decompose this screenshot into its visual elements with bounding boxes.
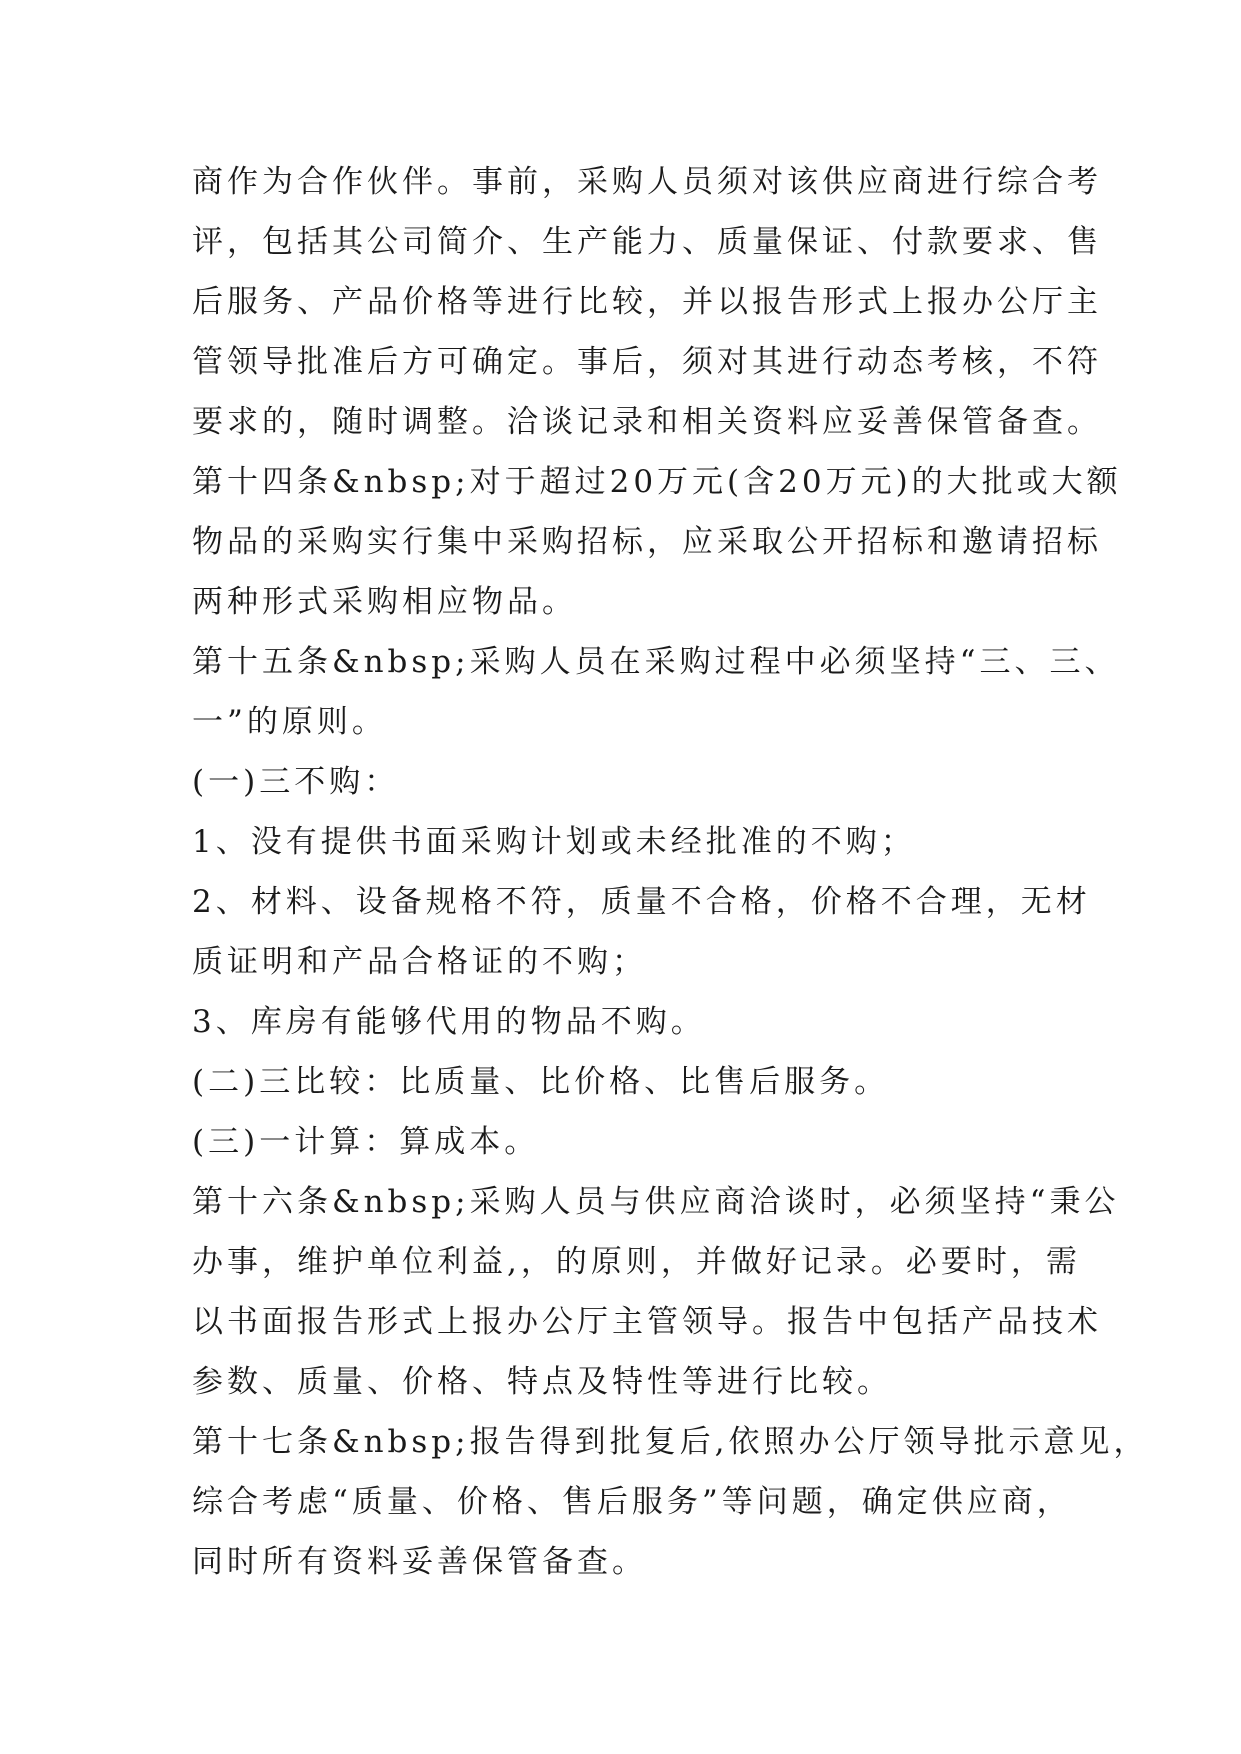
text-line: 同时所有资料妥善保管备查。 — [192, 1544, 647, 1580]
text-line: 一”的原则。 — [192, 704, 387, 740]
article-15-heading-line: 第十五条&nbsp;采购人员在采购过程中必须坚持“三、三、 — [192, 644, 1120, 680]
text-line: 评，包括其公司简介、生产能力、质量保证、付款要求、售 — [192, 224, 1102, 260]
subsection-heading: (二)三比较：比质量、比价格、比售后服务。 — [192, 1064, 890, 1100]
subsection-heading: (一)三不购： — [192, 764, 400, 800]
text-line: 办事，维护单位利益,，的原则，并做好记录。必要时，需 — [192, 1244, 1081, 1280]
document-body — [192, 152, 1149, 1592]
article-14-heading-line: 第十四条&nbsp;对于超过20万元(含20万元)的大批或大额 — [192, 464, 1122, 500]
subsection-heading: (三)一计算：算成本。 — [192, 1124, 540, 1160]
text-line: 以书面报告形式上报办公厅主管领导。报告中包括产品技术 — [192, 1304, 1102, 1340]
text-line: 后服务、产品价格等进行比较，并以报告形式上报办公厅主 — [192, 284, 1102, 320]
list-item: 3、库房有能够代用的物品不购。 — [192, 1004, 706, 1040]
text-line: 两种形式采购相应物品。 — [192, 584, 577, 620]
text-line: 要求的，随时调整。洽谈记录和相关资料应妥善保管备查。 — [192, 404, 1102, 440]
text-line: 质证明和产品合格证的不购； — [192, 944, 647, 980]
list-item: 2、材料、设备规格不符，质量不合格，价格不合理，无材 — [192, 884, 1091, 920]
text-line: 管领导批准后方可确定。事后，须对其进行动态考核，不符 — [192, 344, 1102, 380]
text-line: 参数、质量、价格、特点及特性等进行比较。 — [192, 1364, 892, 1400]
text-line: 综合考虑“质量、价格、售后服务”等问题，确定供应商， — [192, 1484, 1072, 1520]
article-16-heading-line: 第十六条&nbsp;采购人员与供应商洽谈时，必须坚持“秉公 — [192, 1184, 1120, 1220]
list-item: 1、没有提供书面采购计划或未经批准的不购； — [192, 824, 916, 860]
text-line: 商作为合作伙伴。事前，采购人员须对该供应商进行综合考 — [192, 164, 1102, 200]
text-line: 物品的采购实行集中采购招标，应采取公开招标和邀请招标 — [192, 524, 1102, 560]
article-17-heading-line: 第十七条&nbsp;报告得到批复后,依照办公厅领导批示意见， — [192, 1424, 1149, 1460]
